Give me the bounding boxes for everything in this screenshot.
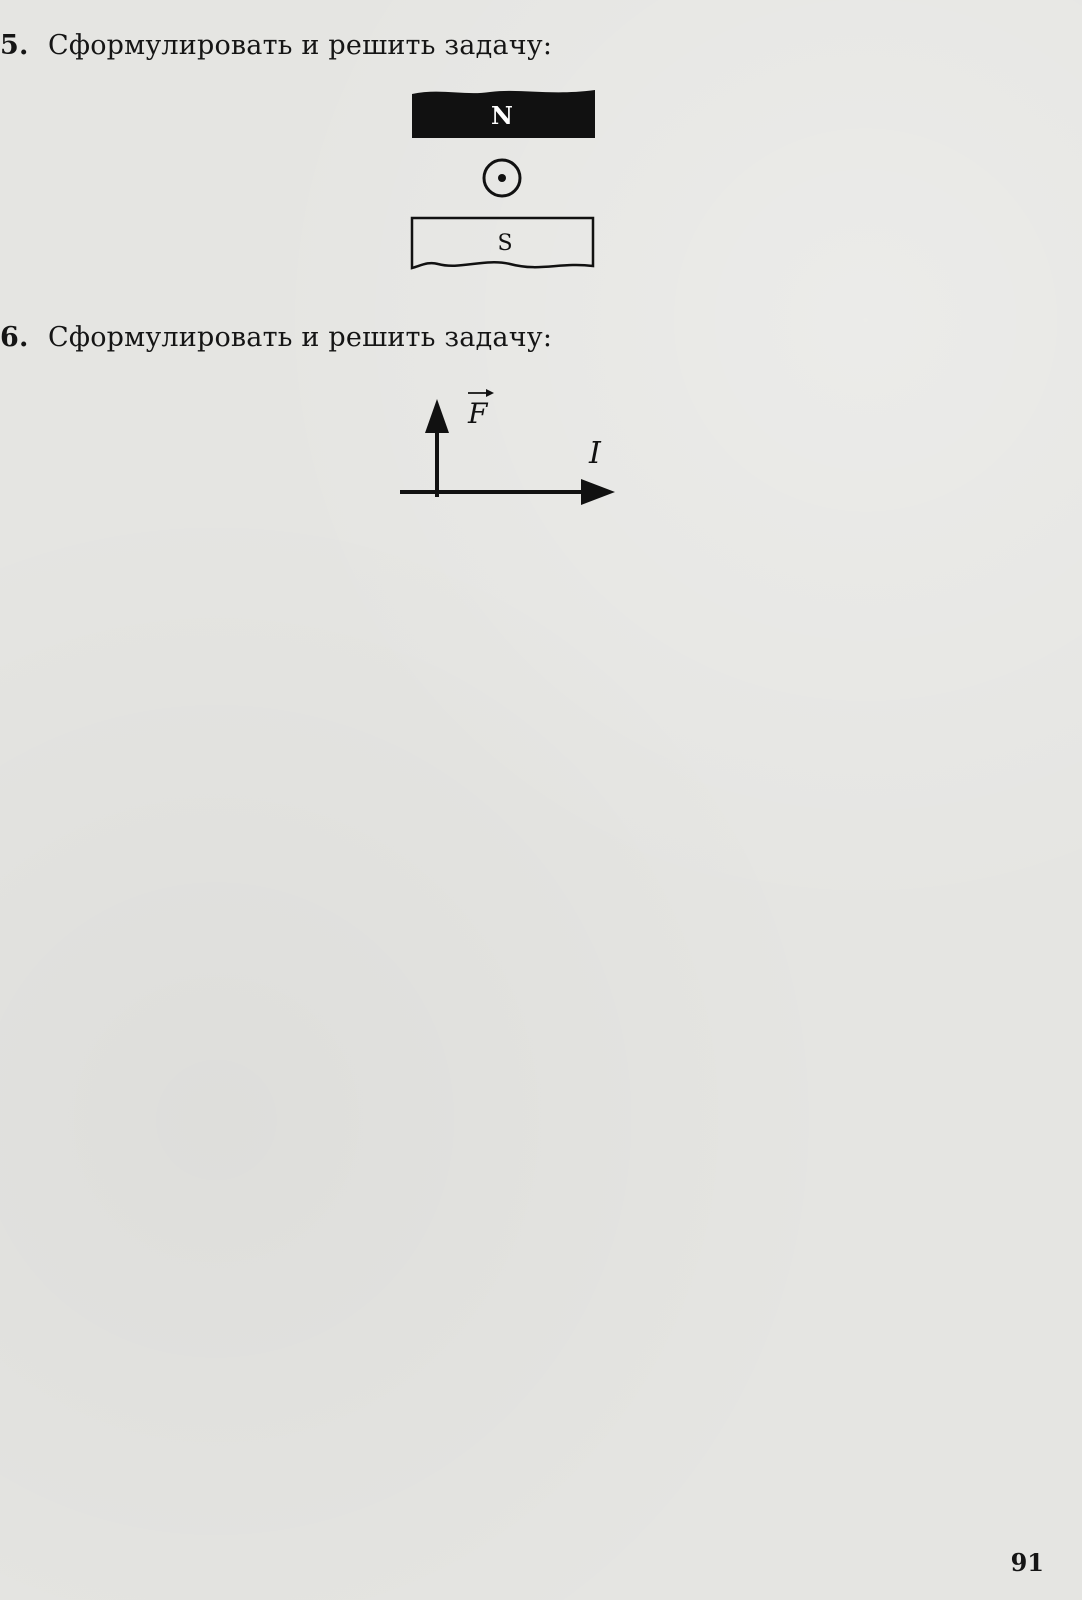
current-arrowhead-icon (581, 479, 615, 505)
problem-6 (0, 322, 552, 353)
problem-text: Сформулировать и решить задачу: (48, 322, 553, 353)
current-dot-icon (498, 174, 506, 182)
problem-number: 5. (0, 30, 29, 61)
force-current-diagram (395, 385, 635, 520)
problem-text: Сформулировать и решить задачу: (48, 30, 553, 61)
north-pole-label: N (491, 101, 513, 130)
current-label: I (589, 436, 601, 471)
force-label: F (468, 397, 488, 430)
vector-arrowhead-icon (486, 389, 494, 397)
problem-5 (0, 30, 552, 61)
problem-number: 6. (0, 322, 29, 353)
magnet-diagram (410, 88, 610, 278)
page-number: 91 (1010, 1548, 1044, 1577)
magnet-svg (410, 88, 610, 278)
south-pole-label: S (497, 231, 513, 256)
force-arrowhead-icon (425, 399, 449, 433)
force-svg (395, 385, 635, 520)
